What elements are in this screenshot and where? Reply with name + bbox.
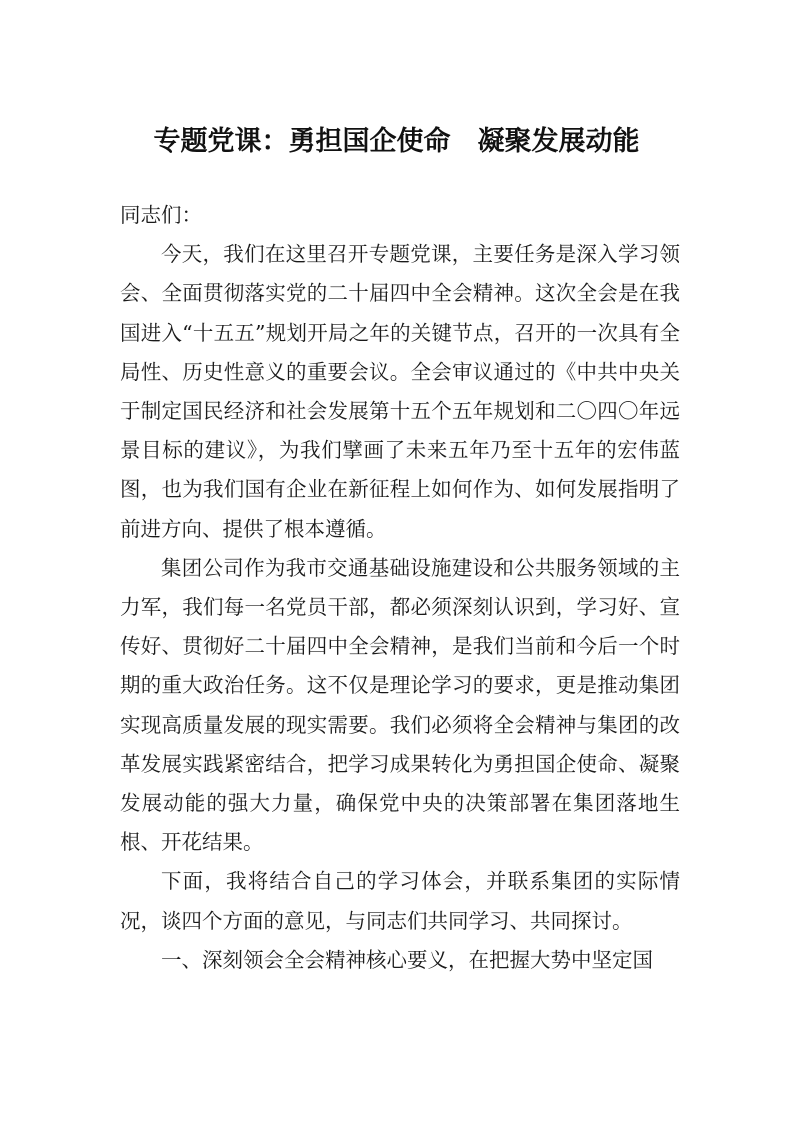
paragraph-group-role: 集团公司作为我市交通基础设施建设和公共服务领域的主力军，我们每一名党员干部，都必须深刻认识到，学习好、宣传好、贯彻好二十届四中全会精神，是我们当前和今后一个时期的重大政治任务。这不仅是理论学习的要求，更是推动集团实现高质量发展的现实需要。我们必须将全会精神与集团的改革发展实践紧密结合，把学习成果转化为勇担国企使命、凝聚发展动能的强大力量，确保党中央的决策部署在集团落地生根、开花结果。 (120, 555, 680, 855)
document-body (120, 196, 680, 980)
section-heading-1: 一、深刻领会全会精神核心要义，在把握大势中坚定国 (161, 947, 653, 972)
salutation: 同志们： (120, 203, 202, 227)
paragraph-outline: 下面，我将结合自己的学习体会，并联系集团的实际情况，谈四个方面的意见，与同志们共同学习、共同探讨。 (120, 869, 680, 933)
paragraph-intro: 今天，我们在这里召开专题党课，主要任务是深入学习领会、全面贯彻落实党的二十届四中全会精神。这次全会是在我国进入“十五五”规划开局之年的关键节点，召开的一次具有全局性、历史性意义的重要会议。全会审议通过的《中共中央关于制定国民经济和社会发展第十五个五年规划和二〇四〇年远景目标的建议》，为我们擘画了未来五年乃至十五年的宏伟蓝图，也为我们国有企业在新征程上如何作为、如何发展指明了前进方向、提供了根本遵循。 (120, 242, 680, 541)
document-title: 专题党课：勇担国企使命 凝聚发展动能 (153, 126, 640, 157)
